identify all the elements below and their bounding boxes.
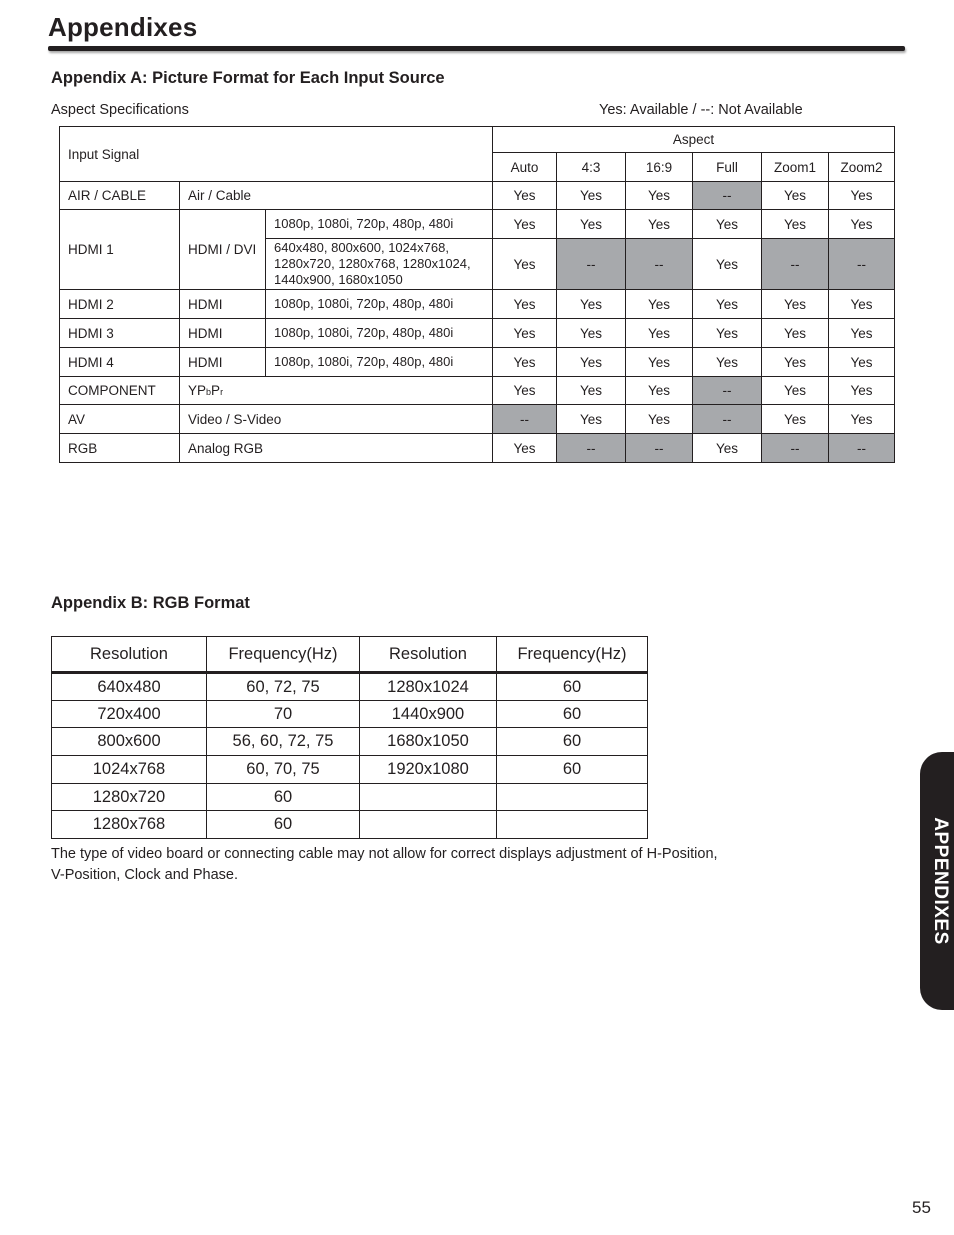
rgb-format-table [51,636,648,839]
aspect-cell: Yes [557,182,626,210]
aspect-cell: -- [762,434,829,463]
input-source: AV [60,405,180,434]
input-type: Analog RGB [180,434,493,463]
aspect-cell: Yes [626,348,693,377]
frequency-cell: 60 [207,811,360,839]
column-header: 16:9 [626,153,693,182]
resolution-cell [360,811,497,839]
table-row [52,784,648,811]
aspect-cell: Yes [557,210,626,239]
aspect-cell: Yes [762,182,829,210]
table-row [60,377,895,405]
table-row [60,434,895,463]
signal-format-line: 640x480, 800x600, 1024x768, [274,240,449,255]
resolution-cell: 640x480 [52,673,207,701]
aspect-cell: Yes [829,290,895,319]
column-header: Zoom2 [829,153,895,182]
column-header: 4:3 [557,153,626,182]
frequency-cell: 60 [497,728,648,756]
section-side-tab [920,752,954,1010]
signal-format: 1080p, 1080i, 720p, 480p, 480i [266,210,493,239]
input-source: AIR / CABLE [60,182,180,210]
appendix-b-heading: Appendix B: RGB Format [51,594,250,612]
aspect-cell: Yes [493,239,557,290]
aspect-cell: Yes [762,377,829,405]
aspect-cell: Yes [693,239,762,290]
input-source: HDMI 1 [60,210,180,290]
aspect-cell: Yes [493,319,557,348]
aspect-cell: Yes [626,210,693,239]
aspect-cell: -- [557,239,626,290]
signal-format-line: 1440x900, 1680x1050 [274,272,403,287]
resolution-cell: 1280x768 [52,811,207,839]
aspect-cell: Yes [557,377,626,405]
rgb-header-row [52,637,648,673]
aspect-cell: Yes [493,377,557,405]
aspect-cell: Yes [829,405,895,434]
aspect-header-row [60,127,895,153]
aspect-cell: Yes [829,348,895,377]
resolution-cell: 1280x1024 [360,673,497,701]
ypbpr-b-subscript: b [206,387,212,397]
table-row [60,348,895,377]
aspect-cell: Yes [626,405,693,434]
aspect-cell: Yes [493,434,557,463]
aspect-cell: Yes [762,348,829,377]
aspect-cell: Yes [557,405,626,434]
title-rule [48,46,905,51]
aspect-cell: Yes [557,290,626,319]
page-title: Appendixes [48,12,198,42]
column-header: Auto [493,153,557,182]
aspect-cell: Yes [626,290,693,319]
ypbpr-r-subscript: r [220,387,224,397]
column-header: Resolution [52,637,207,673]
table-row [52,811,648,839]
side-tab-label: APPENDIXES [930,817,951,945]
note-line: V-Position, Clock and Phase. [51,867,238,883]
aspect-cell: Yes [829,319,895,348]
aspect-cell: -- [693,405,762,434]
input-type: HDMI [180,348,266,377]
aspect-cell: Yes [626,319,693,348]
table-row [60,210,895,239]
resolution-cell: 1920x1080 [360,756,497,784]
aspect-cell: Yes [762,290,829,319]
input-source: HDMI 3 [60,319,180,348]
aspect-cell: Yes [493,290,557,319]
input-source: HDMI 4 [60,348,180,377]
aspect-cell: -- [626,434,693,463]
aspect-cell: Yes [829,210,895,239]
input-type [180,377,493,405]
frequency-cell: 60 [207,784,360,811]
aspect-cell: Yes [557,348,626,377]
column-header: Resolution [360,637,497,673]
frequency-cell [497,811,648,839]
aspect-cell: Yes [829,182,895,210]
frequency-cell: 60, 70, 75 [207,756,360,784]
signal-format: 1080p, 1080i, 720p, 480p, 480i [266,348,493,377]
aspect-cell: Yes [762,319,829,348]
frequency-cell: 60 [497,756,648,784]
frequency-cell: 60, 72, 75 [207,673,360,701]
resolution-cell: 720x400 [52,701,207,728]
column-header: Frequency(Hz) [207,637,360,673]
frequency-cell: 56, 60, 72, 75 [207,728,360,756]
availability-legend: Yes: Available / --: Not Available [599,102,803,118]
table-row [60,405,895,434]
aspect-cell: Yes [693,319,762,348]
aspect-cell: Yes [693,210,762,239]
table-row [52,728,648,756]
aspect-cell: -- [693,182,762,210]
aspect-cell: Yes [693,348,762,377]
resolution-cell: 1280x720 [52,784,207,811]
column-header: Frequency(Hz) [497,637,648,673]
input-type: Air / Cable [180,182,493,210]
aspect-cell: Yes [557,319,626,348]
aspect-header: Aspect [493,127,895,153]
ypbpr-p: P [211,383,221,398]
frequency-cell: 60 [497,673,648,701]
aspect-table [59,126,895,463]
aspect-cell: -- [829,434,895,463]
table-row [52,701,648,728]
frequency-cell [497,784,648,811]
table-row [60,290,895,319]
aspect-cell: Yes [762,210,829,239]
aspect-cell: Yes [762,405,829,434]
input-source: COMPONENT [60,377,180,405]
signal-format-list [266,239,493,290]
aspect-cell: -- [493,405,557,434]
frequency-cell: 70 [207,701,360,728]
aspect-cell: Yes [493,348,557,377]
resolution-cell: 1440x900 [360,701,497,728]
aspect-cell: Yes [829,377,895,405]
rgb-format-note [51,844,811,886]
aspect-cell: Yes [493,210,557,239]
resolution-cell: 800x600 [52,728,207,756]
aspect-specifications-caption: Aspect Specifications [51,102,189,118]
frequency-cell: 60 [497,701,648,728]
page-number: 55 [912,1198,931,1217]
ypbpr-y: Y [188,383,198,398]
aspect-cell: -- [557,434,626,463]
signal-format: 1080p, 1080i, 720p, 480p, 480i [266,290,493,319]
table-row [60,319,895,348]
appendix-a-heading: Appendix A: Picture Format for Each Input Source [51,69,445,87]
input-type: HDMI [180,290,266,319]
input-type: HDMI / DVI [180,210,266,290]
signal-format: 1080p, 1080i, 720p, 480p, 480i [266,319,493,348]
column-header: Full [693,153,762,182]
aspect-cell: Yes [626,377,693,405]
aspect-cell: -- [829,239,895,290]
aspect-cell: -- [626,239,693,290]
table-row [52,673,648,701]
aspect-cell: -- [693,377,762,405]
input-source: HDMI 2 [60,290,180,319]
aspect-cell: Yes [493,182,557,210]
resolution-cell: 1680x1050 [360,728,497,756]
aspect-cell: -- [762,239,829,290]
column-header: Zoom1 [762,153,829,182]
aspect-cell: Yes [693,290,762,319]
input-type: Video / S-Video [180,405,493,434]
input-type: HDMI [180,319,266,348]
aspect-cell: Yes [693,434,762,463]
resolution-cell [360,784,497,811]
table-row [52,756,648,784]
input-signal-header: Input Signal [60,127,493,182]
ypbpr-p: P [197,383,207,398]
input-source: RGB [60,434,180,463]
note-line: The type of video board or connecting cable may not allow for correct displays adjustment of H-Position, [51,846,718,862]
resolution-cell: 1024x768 [52,756,207,784]
table-row [60,182,895,210]
signal-format-line: 1280x720, 1280x768, 1280x1024, [274,256,471,271]
aspect-cell: Yes [626,182,693,210]
